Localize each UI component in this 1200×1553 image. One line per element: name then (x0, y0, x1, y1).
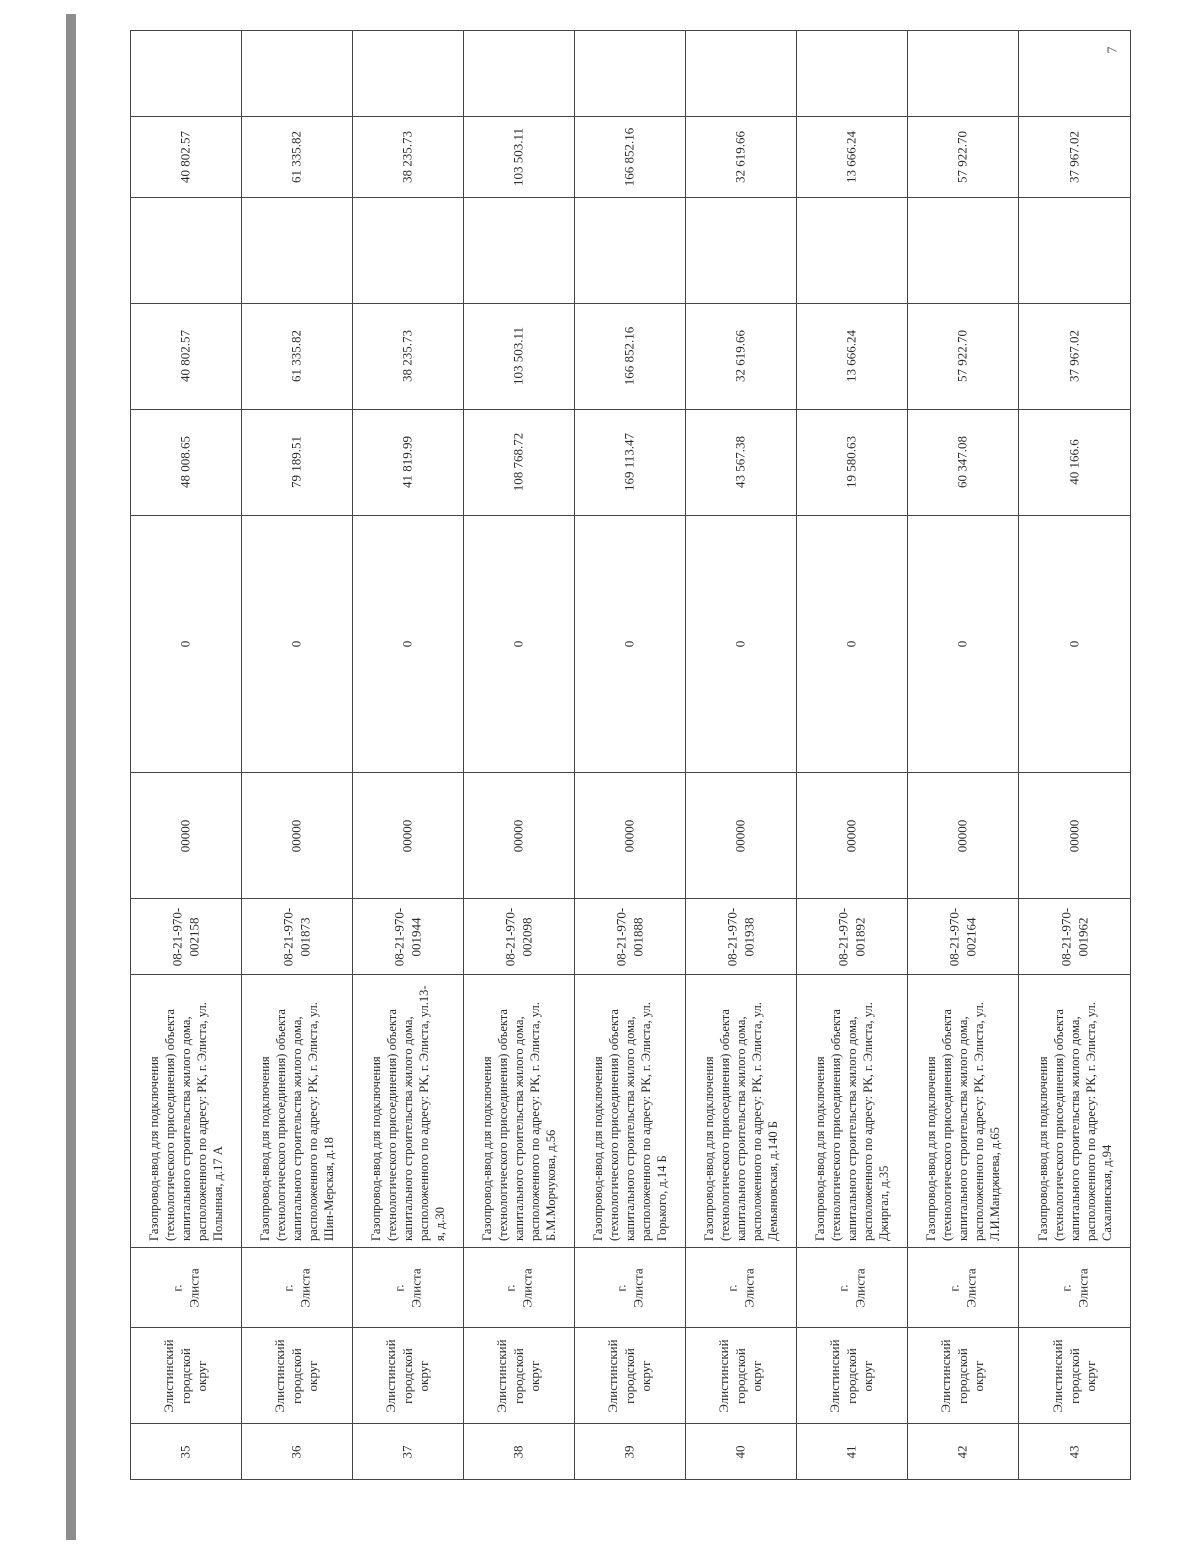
district-text: Элистинский городской округ (1049, 1339, 1098, 1413)
city-text: г. Элиста (946, 1267, 978, 1308)
row-number-cell (353, 1424, 464, 1480)
description-cell (1019, 975, 1131, 1248)
okof-code-cell (353, 773, 464, 899)
description-text: Газопровод-ввод для подключения (технологического присоединения) объекта капитального строительства жилого дома, расположенного по адресу: РК, г. Элиста, ул.13-я, д.30 (369, 985, 447, 1241)
row-number-cell (1019, 1424, 1131, 1480)
cost-full-cell (242, 409, 353, 515)
row-number-text: 43 (1066, 1445, 1082, 1459)
field-row-city (131, 1247, 1131, 1328)
cost-full-text: 19 580.63 (843, 436, 859, 489)
cost-net-cell (908, 303, 1019, 409)
value-zero-text: 0 (177, 640, 193, 648)
cost-full-cell (464, 409, 575, 515)
district-cell (353, 1328, 464, 1424)
inventory-code-text: 08-21-970-001938 (724, 907, 756, 966)
okof-code-cell (908, 773, 1019, 899)
row-number-text: 36 (288, 1445, 304, 1459)
cost-net-text: 40 802.57 (177, 330, 193, 383)
cost-full-text: 108 768.72 (510, 432, 526, 492)
cost-full-text: 48 008.65 (177, 436, 193, 489)
okof-code-cell (1019, 773, 1131, 899)
district-cell (131, 1328, 242, 1424)
district-text: Элистинский городской округ (272, 1339, 321, 1413)
cost-total-cell (464, 116, 575, 197)
okof-code-text: 00000 (399, 819, 415, 852)
value-zero-cell (353, 515, 464, 772)
cost-total-cell (908, 116, 1019, 197)
empty-cell (686, 197, 797, 303)
field-row-description (131, 975, 1131, 1248)
district-cell (464, 1328, 575, 1424)
row-number-cell (908, 1424, 1019, 1480)
description-text: Газопровод-ввод для подключения (технологического присоединения) объекта капитального строительства жилого дома, расположенного по адресу: РК, г. Элиста, ул. Шин-Мерская, д.18 (258, 1002, 336, 1241)
description-text: Газопровод-ввод для подключения (технологического присоединения) объекта капитального строительства жилого дома, расположенного по адресу: РК, г. Элиста, ул. Горького, д.14 Б (591, 1002, 669, 1241)
inventory-code-text: 08-21-970-002158 (169, 907, 201, 966)
inventory-code-text: 08-21-970-002164 (946, 907, 978, 966)
cost-net-text: 38 235.73 (399, 330, 415, 383)
okof-code-cell (797, 773, 908, 899)
cost-net-text: 57 922.70 (954, 330, 970, 383)
top-band-cell (797, 31, 908, 117)
empty-cell (1019, 197, 1131, 303)
empty-cell (353, 197, 464, 303)
value-zero-cell (686, 515, 797, 772)
field-row-cost-net (131, 303, 1131, 409)
cost-full-cell (1019, 409, 1131, 515)
city-text: г. Элиста (835, 1267, 867, 1308)
cost-net-text: 37 967.02 (1066, 330, 1082, 383)
district-cell (242, 1328, 353, 1424)
description-cell (908, 975, 1019, 1248)
field-row-cost-total (131, 116, 1131, 197)
district-cell (908, 1328, 1019, 1424)
top-band-cell (242, 31, 353, 117)
registry-rows (131, 31, 1131, 1480)
cost-full-cell (575, 409, 686, 515)
row-number-cell (242, 1424, 353, 1480)
description-text: Газопровод-ввод для подключения (технологического присоединения) объекта капитального строительства жилого дома, расположенного по адресу: РК, г. Элиста, ул. Джиргал, д.35 (813, 1002, 891, 1241)
inventory-code-text: 08-21-970-001962 (1057, 907, 1090, 966)
cost-full-text: 79 189.51 (288, 436, 304, 489)
cost-net-text: 166 852.16 (621, 326, 637, 386)
inventory-code-text: 08-21-970-001944 (391, 907, 423, 966)
cost-total-cell (353, 116, 464, 197)
cost-net-cell (464, 303, 575, 409)
city-text: г. Элиста (724, 1267, 756, 1308)
inventory-code-cell (797, 899, 908, 975)
inventory-code-text: 08-21-970-001892 (835, 907, 867, 966)
top-band-cell (1019, 31, 1131, 117)
value-zero-text: 0 (1066, 640, 1082, 648)
inventory-code-cell (131, 899, 242, 975)
value-zero-cell (131, 515, 242, 772)
cost-total-text: 57 922.70 (954, 130, 970, 183)
cost-full-text: 43 567.38 (732, 436, 748, 489)
registry-table-holder (130, 30, 1130, 1480)
empty-cell (131, 197, 242, 303)
description-text: Газопровод-ввод для подключения (технологического присоединения) объекта капитального строительства жилого дома, расположенного по адресу: РК, г. Элиста, ул. Сахалинская, д.94 (1035, 1002, 1114, 1241)
okof-code-text: 00000 (510, 819, 526, 852)
cost-total-text: 166 852.16 (621, 127, 637, 186)
inventory-code-text: 08-21-970-002098 (502, 907, 534, 966)
field-row-value-zero (131, 515, 1131, 772)
empty-cell (242, 197, 353, 303)
row-number-text: 40 (732, 1445, 748, 1459)
top-band-row (131, 31, 1131, 117)
okof-code-text: 00000 (843, 819, 859, 852)
city-cell (575, 1247, 686, 1328)
value-zero-cell (797, 515, 908, 772)
cost-full-cell (686, 409, 797, 515)
district-text: Элистинский городской округ (827, 1339, 876, 1413)
description-text: Газопровод-ввод для подключения (технологического присоединения) объекта капитального строительства жилого дома, расположенного по адресу: РК, г. Элиста, ул. Полынная, д.17 А (147, 1002, 225, 1241)
description-cell (575, 975, 686, 1248)
okof-code-cell (131, 773, 242, 899)
value-zero-text: 0 (399, 640, 415, 648)
inventory-code-cell (686, 899, 797, 975)
description-cell (131, 975, 242, 1248)
okof-code-cell (686, 773, 797, 899)
description-cell (242, 975, 353, 1248)
cost-full-cell (908, 409, 1019, 515)
row-number-text: 38 (510, 1445, 526, 1459)
district-text: Элистинский городской округ (716, 1339, 765, 1413)
cost-full-text: 40 166.6 (1066, 439, 1082, 485)
empty-cell (464, 197, 575, 303)
field-row-okof (131, 773, 1131, 899)
cost-total-cell (686, 116, 797, 197)
row-number-cell (464, 1424, 575, 1480)
okof-code-text: 00000 (621, 819, 637, 852)
scan-binding-edge (66, 14, 76, 1540)
row-number-text: 42 (954, 1445, 970, 1459)
cost-net-cell (353, 303, 464, 409)
cost-full-cell (353, 409, 464, 515)
value-zero-text: 0 (288, 640, 304, 648)
row-number-cell (575, 1424, 686, 1480)
cost-net-text: 103 503.11 (510, 327, 526, 386)
empty-cell (908, 197, 1019, 303)
registry-table (130, 30, 1131, 1480)
field-row-no (131, 1424, 1131, 1480)
inventory-code-cell (575, 899, 686, 975)
cost-total-text: 103 503.11 (510, 127, 526, 186)
value-zero-text: 0 (732, 640, 748, 648)
city-cell (242, 1247, 353, 1328)
description-cell (797, 975, 908, 1248)
cost-full-cell (131, 409, 242, 515)
cost-total-cell (242, 116, 353, 197)
description-cell (686, 975, 797, 1248)
city-cell (464, 1247, 575, 1328)
district-text: Элистинский городской округ (161, 1339, 210, 1413)
okof-code-text: 00000 (732, 819, 748, 852)
cost-net-text: 13 666.24 (843, 330, 859, 383)
description-cell (464, 975, 575, 1248)
cost-net-text: 61 335.82 (288, 330, 304, 383)
cost-net-cell (131, 303, 242, 409)
empty-cell (575, 197, 686, 303)
city-text: г. Элиста (613, 1267, 645, 1308)
row-number-cell (131, 1424, 242, 1480)
okof-code-text: 00000 (1066, 819, 1082, 852)
top-band-cell (575, 31, 686, 117)
cost-total-text: 40 802.57 (177, 130, 193, 183)
value-zero-cell (1019, 515, 1131, 772)
district-cell (575, 1328, 686, 1424)
district-text: Элистинский городской округ (938, 1339, 987, 1413)
value-zero-text: 0 (843, 640, 859, 648)
field-row-col-empty (131, 197, 1131, 303)
okof-code-text: 00000 (954, 819, 970, 852)
cost-net-text: 32 619.66 (732, 330, 748, 383)
cost-total-cell (575, 116, 686, 197)
cost-total-text: 38 235.73 (399, 130, 415, 183)
row-number-text: 35 (177, 1445, 193, 1459)
row-number-cell (797, 1424, 908, 1480)
city-text: г. Элиста (1057, 1267, 1090, 1308)
city-cell (908, 1247, 1019, 1328)
description-text: Газопровод-ввод для подключения (технологического присоединения) объекта капитального строительства жилого дома, расположенного по адресу: РК, г. Элиста, ул. Демьяновская, д.140 Б (702, 1002, 780, 1241)
cost-total-text: 37 967.02 (1066, 130, 1082, 183)
inventory-code-cell (1019, 899, 1131, 975)
cost-total-cell (797, 116, 908, 197)
value-zero-text: 0 (621, 640, 637, 648)
inventory-code-text: 08-21-970-001873 (280, 907, 312, 966)
cost-total-cell (131, 116, 242, 197)
cost-net-cell (242, 303, 353, 409)
cost-total-text: 32 619.66 (732, 130, 748, 183)
field-row-code (131, 899, 1131, 975)
okof-code-cell (575, 773, 686, 899)
district-cell (686, 1328, 797, 1424)
value-zero-cell (908, 515, 1019, 772)
cost-total-text: 61 335.82 (288, 130, 304, 183)
inventory-code-cell (908, 899, 1019, 975)
inventory-code-text: 08-21-970-001888 (613, 907, 645, 966)
page-number: 7 (1105, 46, 1121, 54)
description-cell (353, 975, 464, 1248)
district-text: Элистинский городской округ (494, 1339, 543, 1413)
inventory-code-cell (242, 899, 353, 975)
value-zero-text: 0 (510, 640, 526, 648)
district-text: Элистинский городской округ (605, 1339, 654, 1413)
district-text: Элистинский городской округ (383, 1339, 432, 1413)
cost-full-text: 41 819.99 (399, 436, 415, 489)
field-row-district (131, 1328, 1131, 1424)
district-cell (797, 1328, 908, 1424)
top-band-cell (131, 31, 242, 117)
city-cell (797, 1247, 908, 1328)
okof-code-text: 00000 (288, 819, 304, 852)
city-cell (131, 1247, 242, 1328)
row-number-text: 39 (621, 1445, 637, 1459)
inventory-code-cell (464, 899, 575, 975)
top-band-cell (686, 31, 797, 117)
cost-total-text: 13 666.24 (843, 130, 859, 183)
city-cell (353, 1247, 464, 1328)
cost-net-cell (686, 303, 797, 409)
inventory-code-cell (353, 899, 464, 975)
top-band-cell (464, 31, 575, 117)
city-text: г. Элиста (502, 1267, 534, 1308)
field-row-cost-full (131, 409, 1131, 515)
cost-full-text: 169 113.47 (621, 433, 637, 492)
city-cell (686, 1247, 797, 1328)
okof-code-cell (464, 773, 575, 899)
value-zero-cell (575, 515, 686, 772)
city-text: г. Элиста (169, 1267, 201, 1308)
okof-code-text: 00000 (177, 819, 193, 852)
district-cell (1019, 1328, 1131, 1424)
city-cell (1019, 1247, 1131, 1328)
value-zero-text: 0 (954, 640, 970, 648)
cost-total-cell (1019, 116, 1131, 197)
row-number-cell (686, 1424, 797, 1480)
cost-full-cell (797, 409, 908, 515)
description-text: Газопровод-ввод для подключения (технологического присоединения) объекта капитального строительства жилого дома, расположенного по адресу: РК, г. Элиста, ул. Л.И.Манджиева, д.65 (924, 1002, 1002, 1241)
cost-net-cell (575, 303, 686, 409)
value-zero-cell (242, 515, 353, 772)
city-text: г. Элиста (391, 1267, 423, 1308)
okof-code-cell (242, 773, 353, 899)
top-band-cell (908, 31, 1019, 117)
cost-full-text: 60 347.08 (954, 436, 970, 489)
city-text: г. Элиста (280, 1267, 312, 1308)
description-text: Газопровод-ввод для подключения (технологического присоединения) объекта капитального строительства жилого дома, расположенного по адресу: РК, г. Элиста, ул. Б.М.Морчукова, д.56 (480, 1002, 558, 1241)
value-zero-cell (464, 515, 575, 772)
row-number-text: 37 (399, 1445, 415, 1459)
cost-net-cell (797, 303, 908, 409)
cost-net-cell (1019, 303, 1131, 409)
row-number-text: 41 (843, 1445, 859, 1459)
empty-cell (797, 197, 908, 303)
top-band-cell (353, 31, 464, 117)
